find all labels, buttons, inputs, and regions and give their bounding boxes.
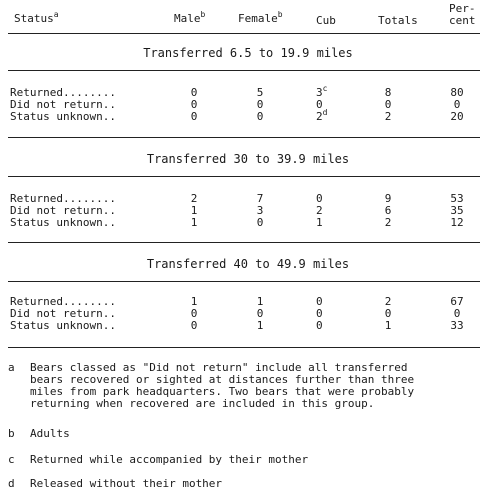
row-totals: 0 — [384, 98, 392, 111]
row-status: Did not return.. — [10, 204, 116, 217]
row-female: 0 — [256, 110, 264, 123]
section-rule — [8, 70, 480, 71]
header-status: Status$^a$ — [14, 10, 59, 25]
section-title: Transferred 40 to 49.9 miles — [146, 257, 350, 271]
row-status: Did not return.. — [10, 98, 116, 111]
row-percent: 20 — [450, 110, 464, 123]
row-female: 0 — [256, 98, 264, 111]
row-female: 0 — [256, 307, 264, 320]
row-female: 5 — [256, 86, 264, 99]
header-totals: Totals — [378, 14, 418, 27]
footnote-text: Returned while accompanied by their mother — [30, 453, 309, 466]
row-status: Returned........ — [10, 295, 116, 308]
row-status: Status unknown.. — [10, 216, 116, 229]
row-cub: 2 — [316, 204, 323, 217]
footnote-label: d — [8, 477, 15, 490]
section-rule — [8, 176, 480, 177]
header-female: Female$^b$ — [238, 10, 283, 25]
header-percent-line2: cent — [449, 14, 476, 27]
row-totals: 1 — [384, 319, 392, 332]
footnote-text: Adults — [30, 427, 70, 440]
row-percent: 35 — [450, 204, 464, 217]
row-status: Status unknown.. — [10, 319, 116, 332]
section-title: Transferred 30 to 39.9 miles — [146, 152, 350, 166]
row-percent: 67 — [450, 295, 464, 308]
section-rule — [8, 242, 480, 243]
row-cub: 0 — [316, 295, 323, 308]
header-male: Male$^b$ — [174, 10, 206, 25]
row-cub: 0 — [316, 192, 323, 205]
row-male: 1 — [190, 204, 198, 217]
row-totals: 8 — [384, 86, 392, 99]
row-status: Status unknown.. — [10, 110, 116, 123]
row-percent: 33 — [450, 319, 464, 332]
row-percent: 12 — [450, 216, 464, 229]
row-totals: 6 — [384, 204, 392, 217]
row-cub: 0 — [316, 319, 323, 332]
row-totals: 2 — [384, 110, 392, 123]
row-percent: 53 — [450, 192, 464, 205]
row-cub: 2$^d$ — [316, 108, 328, 123]
row-status: Returned........ — [10, 192, 116, 205]
header-cub: Cub — [316, 14, 336, 27]
footnote-label: a — [8, 361, 15, 374]
footnote-c — [8, 453, 309, 466]
row-female: 0 — [256, 216, 264, 229]
section-rule — [8, 137, 480, 138]
row-male: 0 — [190, 110, 198, 123]
footnote-b — [8, 427, 70, 440]
table-bottom-rule — [8, 347, 480, 348]
row-status: Did not return.. — [10, 307, 116, 320]
row-totals: 2 — [384, 216, 392, 229]
header-percent-line1: Per- — [449, 2, 476, 15]
row-percent: 0 — [453, 307, 461, 320]
header-rule — [8, 33, 480, 34]
row-male: 0 — [190, 307, 198, 320]
row-male: 0 — [190, 86, 198, 99]
row-male: 1 — [190, 295, 198, 308]
footnote-a — [8, 361, 415, 410]
row-male: 1 — [190, 216, 198, 229]
row-totals: 0 — [384, 307, 392, 320]
footnote-label: b — [8, 427, 15, 440]
row-cub: 0 — [316, 98, 323, 111]
row-male: 2 — [190, 192, 198, 205]
section-rule — [8, 281, 480, 282]
footnote-text: Released without their mother — [30, 477, 223, 490]
row-female: 1 — [256, 319, 264, 332]
footnote-text: Bears classed as "Did not return" include all transferred bears recovered or sighted at distances further than three miles from park headquarters. Two bears that were probably returning when recovered are included in this group. — [30, 361, 415, 410]
row-female: 7 — [256, 192, 264, 205]
section-title: Transferred 6.5 to 19.9 miles — [143, 46, 353, 60]
footnote-d — [8, 477, 223, 490]
row-status: Returned........ — [10, 86, 116, 99]
row-totals: 2 — [384, 295, 392, 308]
row-female: 1 — [256, 295, 264, 308]
footnote-label: c — [8, 453, 15, 466]
row-female: 3 — [256, 204, 264, 217]
row-percent: 80 — [450, 86, 464, 99]
row-male: 0 — [190, 319, 198, 332]
row-percent: 0 — [453, 98, 461, 111]
row-male: 0 — [190, 98, 198, 111]
row-cub: 1 — [316, 216, 323, 229]
row-cub: 0 — [316, 307, 323, 320]
row-cub: 3$^c$ — [316, 84, 328, 99]
row-totals: 9 — [384, 192, 392, 205]
